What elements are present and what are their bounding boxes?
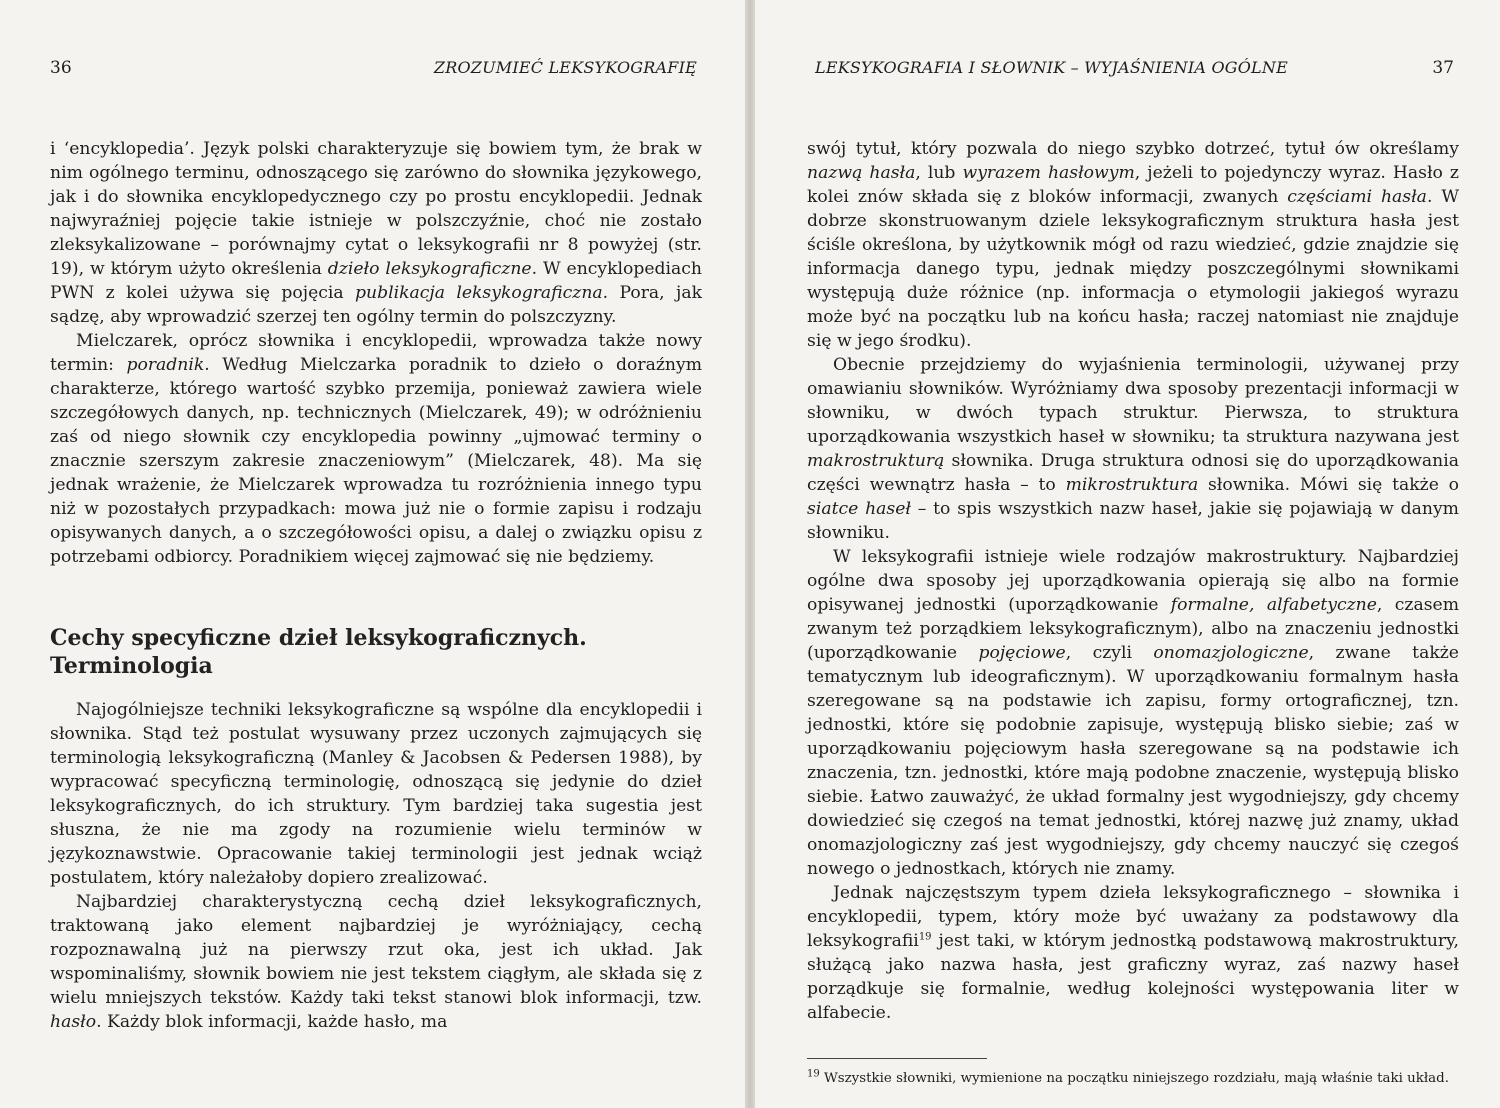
paragraph: Jednak najczęstszym typem dzieła leksykograficznego – słownika i encyklopedii, typem, który może być uważany za podstawowy dla leksykografii$^{19}$ jest taki, w którym jednostką podstawową makrostruktury, służącą jako nazwa hasła, jest graficzny wyraz, zaś nazwy haseł porządkuje się formalnie, według kolejności występowania liter w alfabecie. xyxy=(807,883,1459,1023)
section-heading: Cechy specyficzne dzieł leksykograficznych. Terminologia xyxy=(50,625,587,679)
footnote-rule xyxy=(807,1058,987,1059)
paragraph: Najbardziej charakterystyczną cechą dzieł leksykograficznych, traktowaną jako element najbardziej je wyróżniający, cechą rozpoznawalną już na pierwszy rzut oka, jest ich układ. Jak wspominaliśmy, słownik bowiem nie jest tekstem ciągłym, ale składa się z wielu mniejszych tekstów. Każdy taki tekst stanowi blok informacji, tzw. hasło. Każdy blok informacji, każde hasło, ma xyxy=(50,892,702,1032)
right-page xyxy=(755,0,1500,1108)
paragraph: Mielczarek, oprócz słownika i encyklopedii, wprowadza także nowy termin: poradnik. Według Mielczarka poradnik to dzieło o doraźnym charakterze, którego wartość szybko przemija, ponieważ zawiera wiele szczegółowych danych, np. technicznych (Mielczarek, 49); w odróżnieniu zaś od niego słownik czy encyklopedia powinny „ujmować terminy o znacznie szerszym zakresie znaczeniowym” (Mielczarek, 48). Ma się jednak wrażenie, że Mielczarek wprowadza tu rozróżnienia innego typu niż w pozostałych przypadkach: mowa już nie o formie zapisu i rodzaju opisywanych danych, a o szczegółowości opisu, a dalej o związku opisu z potrzebami odbiorcy. Poradnikiem więcej zajmować się nie będziemy. xyxy=(50,331,702,567)
paragraph: i ‘encyklopedia’. Język polski charakteryzuje się bowiem tym, że brak w nim ogólnego terminu, odnoszącego się zarówno do słownika językowego, jak i do słownika encyklopedycznego czy po prostu encyklopedii. Jednak najwyraźniej pojęcie takie istnieje w polszczyźnie, choć nie zostało zleksykalizowane – porównajmy cytat o leksykografii nr 8 powyżej (str. 19), w którym użyto określenia dzieło leksykograficzne. W encyklopediach PWN z kolei używa się pojęcia publikacja leksykograficzna. Pora, jak sądzę, aby wprowadzić szerzej ten ogólny termin do polszczyzny. xyxy=(50,139,703,327)
running-head-right: LEKSYKOGRAFIA I SŁOWNIK – WYJAŚNIENIA OGÓLNE xyxy=(815,58,1288,77)
footnote-marker: 19 xyxy=(918,931,932,943)
running-head-left: ZROZUMIEĆ LEKSYKOGRAFIĘ xyxy=(433,58,697,77)
left-page xyxy=(0,0,745,1108)
right-page-body xyxy=(807,137,1459,1088)
paragraph: Obecnie przejdziemy do wyjaśnienia terminologii, używanej przy omawianiu słowników. Wyróżniamy dwa sposoby prezentacji informacji w słowniku, w dwóch typach struktur. Pierwsza, to struktura uporządkowania wszystkich haseł w słowniku; ta struktura nazywana jest makrostrukturą słownika. Druga struktura odnosi się do uporządkowania części wewnątrz hasła – to mikrostruktura słownika. Mówi się także o siatce haseł – to spis wszystkich nazw haseł, jakie się pojawiają w danym słowniku. xyxy=(807,355,1460,543)
page-number-left: 36 xyxy=(50,58,72,78)
footnote: $^{19}$ Wszystkie słowniki, wymienione na początku niniejszego rozdziału, mają właśnie taki układ. xyxy=(807,1068,1449,1086)
paragraph: W leksykografii istnieje wiele rodzajów makrostruktury. Najbardziej ogólne dwa sposoby jej uporządkowania opierają się albo na formie opisywanej jednostki (uporządkowanie formalne, alfabetyczne, czasem zwanym też porządkiem leksykograficznym), albo na znaczeniu jednostki (uporządkowanie pojęciowe, czyli onomazjologiczne, zwane także tematycznym lub ideograficznym). W uporządkowaniu formalnym hasła szeregowane są na podstawie ich zapisu, formy ortograficznej, tzn. jednostki, które się podobnie zapisuje, występują blisko siebie; zaś w uporządkowaniu pojęciowym hasła szeregowane są na podstawie ich znaczenia, tzn. jednostki, które mają podobne znaczenie, występują blisko siebie. Łatwo zauważyć, że układ formalny jest wygodniejszy, gdy chcemy dowiedzieć się czegoś na temat jednostki, której nazwę już znamy, układ onomazjologiczny zaś jest wygodniejszy, gdy chcemy nauczyć się czegoś nowego o jednostkach, których nie znamy. xyxy=(807,547,1459,879)
paragraph: swój tytuł, który pozwala do niego szybko dotrzeć, tytuł ów określamy nazwą hasła, lub wyrazem hasłowym, jeżeli to pojedynczy wyraz. Hasło z kolei znów składa się z bloków informacji, zwanych częściami hasła. W dobrze skonstruowanym dziele leksykograficznym struktura hasła jest ściśle określona, by użytkownik mógł od razu wiedzieć, gdzie znajdzie się informacja danego typu, jednak między poszczególnymi słownikami występują duże różnice (np. informacja o etymologii jakiegoś wyrazu może być na początku lub na końcu hasła; raczej natomiast nie znajduje się w jego środku). xyxy=(807,139,1460,351)
page-number-right: 37 xyxy=(1432,58,1454,78)
book-gutter xyxy=(745,0,755,1108)
left-page-body xyxy=(50,137,702,1034)
paragraph: Najogólniejsze techniki leksykograficzne są wspólne dla encyklopedii i słownika. Stąd też postulat wysuwany przez uczonych zajmujących się terminologią leksykograficzną (Manley & Jacobsen & Pedersen 1988), by wypracować specyficzną terminologię, odnoszącą się jedynie do dzieł leksykograficznych, do ich struktury. Tym bardziej taka sugestia jest słuszna, że nie ma zgody na rozumienie wielu terminów w językoznawstwie. Opracowanie takiej terminologii jest jednak wciąż postulatem, który należałoby dopiero zrealizować. xyxy=(50,700,702,888)
footnote-number: 19 xyxy=(807,1068,820,1080)
